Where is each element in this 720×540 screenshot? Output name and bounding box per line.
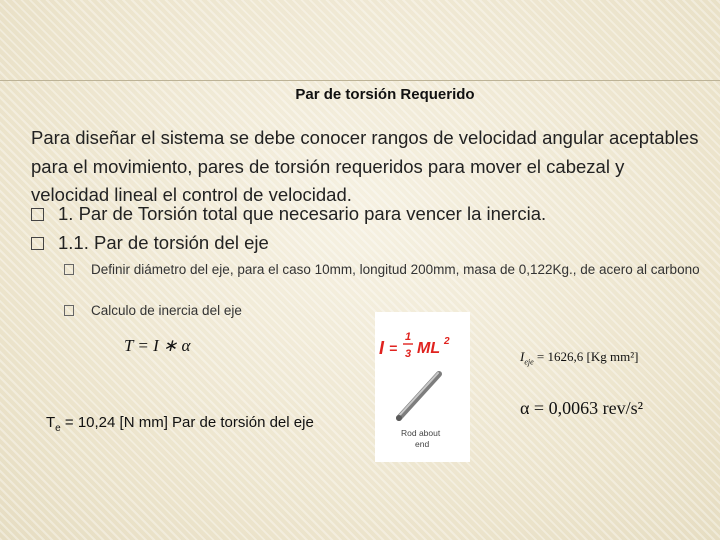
inertia-formula-graphic bbox=[379, 331, 450, 360]
svg-text:I: I bbox=[379, 338, 385, 358]
rod-about-end-diagram bbox=[375, 312, 470, 462]
slide-title: Par de torsión Requerido bbox=[295, 86, 475, 103]
title-divider bbox=[0, 80, 720, 81]
bullet-text: 1. Par de Torsión total que necesario para vencer la inercia. bbox=[58, 203, 547, 224]
figure-caption-line-2: end bbox=[415, 439, 430, 449]
inertia-result bbox=[520, 349, 638, 367]
bullet-text: 1.1. Par de torsión del eje bbox=[58, 232, 269, 253]
square-bullet-icon bbox=[31, 237, 44, 250]
svg-text:1: 1 bbox=[405, 331, 412, 343]
svg-text:3: 3 bbox=[405, 348, 412, 360]
svg-text:2: 2 bbox=[444, 336, 450, 347]
figure-caption-line-1: Rod about bbox=[401, 428, 441, 438]
torque-equation: T = I ∗ α bbox=[124, 336, 191, 355]
rod-icon bbox=[396, 373, 439, 421]
inertia-value: = 1626,6 [Kg mm²] bbox=[536, 349, 639, 364]
square-bullet-icon bbox=[64, 305, 74, 316]
torque-text: = 10,24 [N mm] Par de torsión del eje bbox=[64, 414, 314, 431]
sub-bullet-text: Definir diámetro del eje, para el caso 10mm, longitud 200mm, masa de 0,122Kg., de acero al carbono bbox=[91, 262, 700, 277]
torque-subscript: e bbox=[55, 423, 61, 434]
torque-symbol: T bbox=[46, 414, 56, 431]
bullet-item-2 bbox=[31, 232, 269, 254]
square-bullet-icon bbox=[64, 264, 74, 275]
inertia-subscript: eje bbox=[524, 357, 534, 367]
bullet-item-1 bbox=[31, 203, 546, 225]
sub-bullet-text: Calculo de inercia del eje bbox=[91, 303, 242, 318]
square-bullet-icon bbox=[31, 208, 44, 221]
sub-bullet-item-1 bbox=[64, 262, 704, 277]
intro-paragraph: Para diseñar el sistema se debe conocer rangos de velocidad angular aceptables para el movimiento, pares de torsión requeridos para mover el cabezal y velocidad lineal el control de velocidad. bbox=[31, 127, 699, 205]
rod-inertia-figure bbox=[375, 312, 470, 462]
torque-result bbox=[46, 414, 314, 434]
inertia-symbol: I bbox=[520, 349, 525, 364]
svg-text:=: = bbox=[389, 340, 398, 356]
alpha-result: α = 0,0063 rev/s² bbox=[520, 398, 643, 418]
svg-text:ML: ML bbox=[417, 340, 441, 357]
